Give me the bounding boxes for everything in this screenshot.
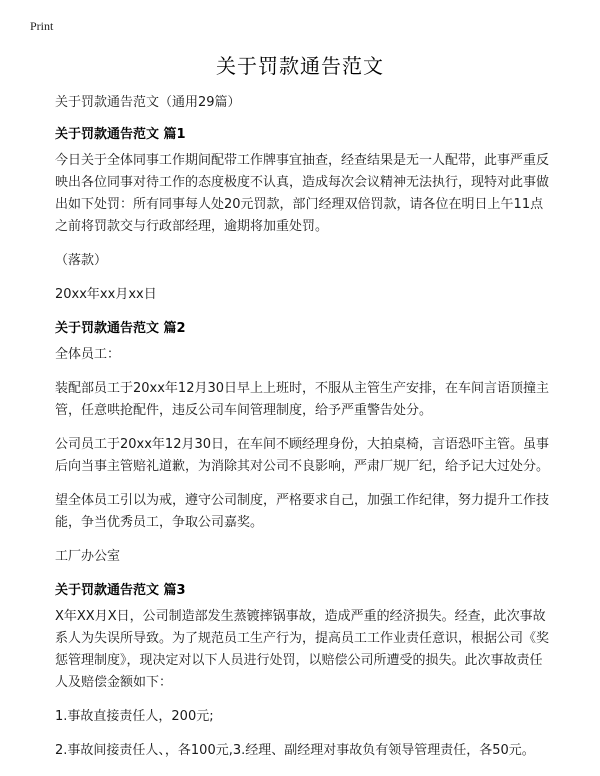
document-subtitle: 关于罚款通告范文（通用29篇） [55,95,241,110]
section-heading: 关于罚款通告范文 篇3 [55,583,186,598]
print-label[interactable]: Print [30,19,54,33]
paragraph: X年XX月X日，公司制造部发生蒸镀摔锅事故，造成严重的经济损失。经查，此次事故系人为失误所导致。为了规范员工生产行为，提高员工工作业责任意识，根据公司《奖惩管理制度》，现决定对以下人员进行处罚，以赔偿公司所遭受的损失。此次事故责任人及赔偿金额如下： [55,609,550,690]
document-title: 关于罚款通告范文 [216,54,384,78]
paragraph: 望全体员工引以为戒，遵守公司制度，严格要求自己，加强工作纪律，努力提升工作技能，争当优秀员工，争取公司嘉奖。 [55,493,550,530]
section-1 [55,124,555,306]
issuer-line: 工厂办公室 [55,549,121,564]
date-line: 20xx年xx月xx日 [55,287,157,302]
list-item: 1.事故直接责任人，200元; [55,709,214,724]
paragraph: 装配部员工于20xx年12月30日早上上班时，不服从主管生产安排，在车间言语顶撞主管，任意哄抢配件，违反公司车间管理制度，给予严重警告处分。 [55,381,550,418]
paragraph: 公司员工于20xx年12月30日，在车间不顾经理身份，大拍桌椅，言语恐吓主管。虽事后向当事主管赔礼道歉，为消除其对公司不良影响，严肃厂规厂纪，给予记大过处分。 [55,437,550,474]
section-2 [55,318,555,568]
section-heading: 关于罚款通告范文 篇2 [55,321,186,336]
section-3 [55,580,555,762]
signature-placeholder: （落款） [55,253,108,268]
section-heading: 关于罚款通告范文 篇1 [55,127,186,142]
salutation: 全体员工： [55,347,121,362]
list-item: 2.事故间接责任人、，各100元,3.经理、副经理对事故负有领导管理责任，各50元。 [55,743,535,758]
paragraph: 今日关于全体同事工作期间配带工作牌事宜抽查，经查结果是无一人配带，此事严重反映出各位同事对待工作的态度极度不认真，造成每次会议精神无法执行，现特对此事做出如下处罚：所有同事每人处20元罚款，部门经理双倍罚款，请各位在明日上午11点之前将罚款交与行政部经理，逾期将加重处罚。 [55,153,550,234]
document-body [55,92,555,774]
